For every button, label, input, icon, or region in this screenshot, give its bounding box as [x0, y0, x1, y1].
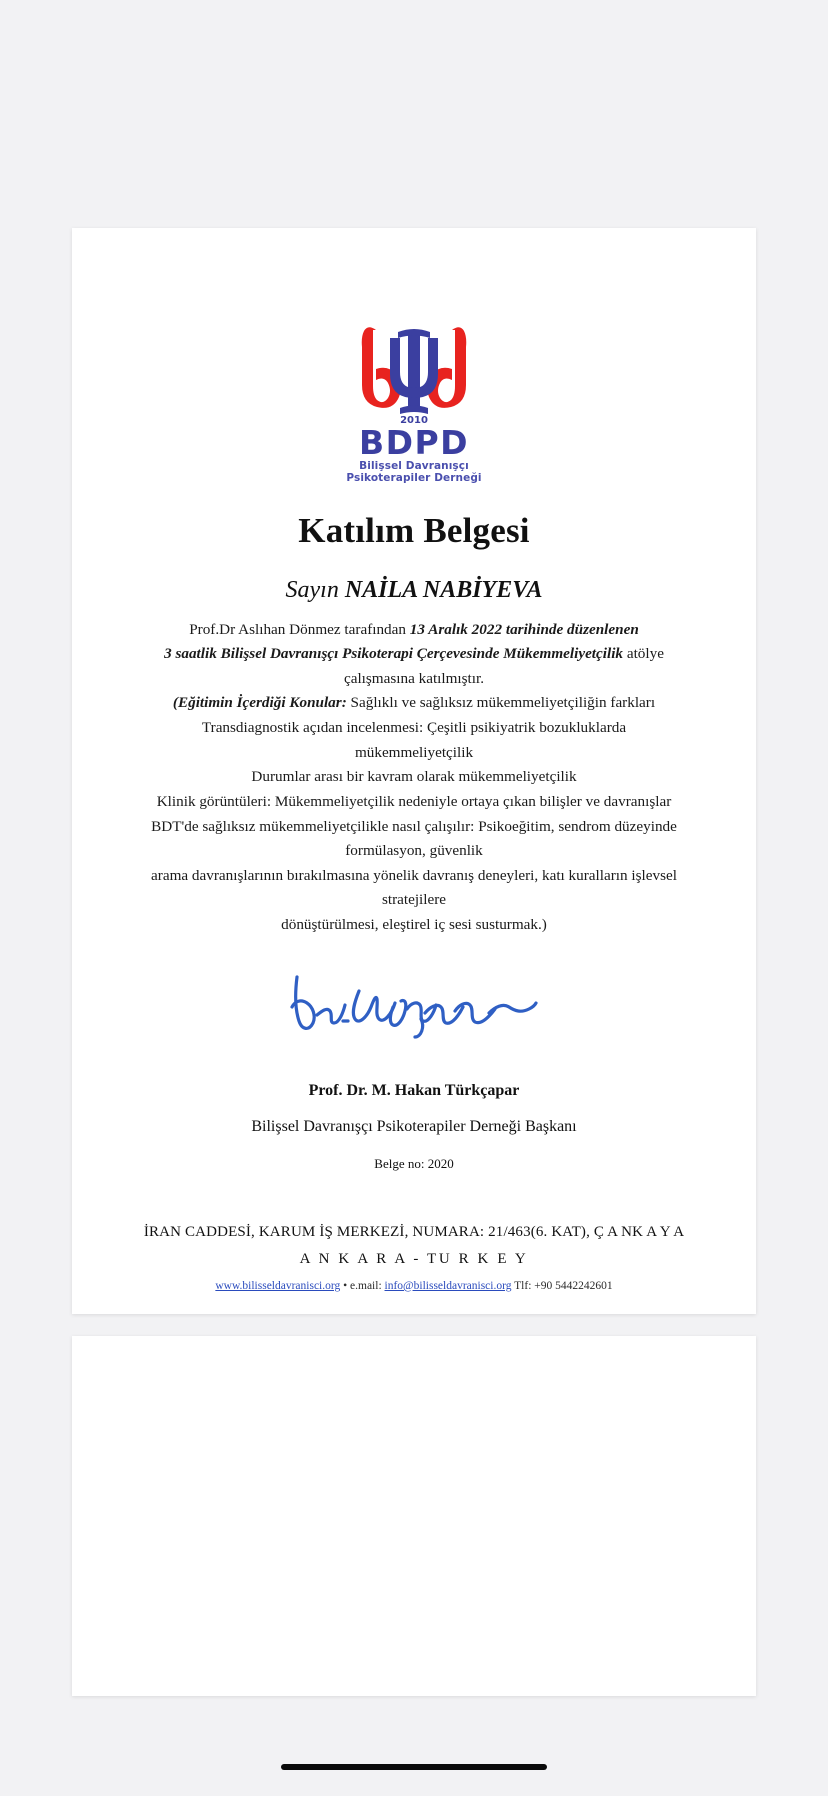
document-number: Belge no: 2020	[374, 1155, 454, 1171]
email-link[interactable]: info@bilisseldavranisci.org	[384, 1279, 512, 1292]
contents-line: dönüştürülmesi, eleştirel iç sesi susturmak.)	[281, 916, 547, 933]
body-line-1-bold: 13 Aralık 2022 tarihinde düzenlenen	[409, 620, 639, 638]
website-link[interactable]: www.bilisseldavranisci.org	[215, 1279, 341, 1292]
bd-psi-monogram-icon	[346, 316, 482, 428]
recipient-prefix: Sayın	[285, 576, 345, 603]
contents-line: Klinik görüntüleri: Mükemmeliyetçilik nedeniyle ortaya çıkan bilişler ve davranışlar	[156, 792, 672, 810]
contents-label: (Eğitimin İçerdiği Konular:	[172, 694, 347, 712]
body-line-1-plain: Prof.Dr Aslıhan Dönmez tarafından	[189, 620, 410, 638]
contents-line: arama davranışlarının bırakılmasına yönelik davranış deneyleri, katı kuralların işlevsel	[151, 866, 677, 884]
association-logo	[118, 316, 710, 485]
certificate-body	[118, 618, 710, 938]
contents-line: formülasyon, güvenlik	[345, 842, 483, 860]
logo-subtitle-line1: Bilişsel Davranışçı	[359, 460, 469, 472]
contents-line: mükemmeliyetçilik	[354, 743, 474, 761]
phone-text: Tlf: +90 5442242601	[514, 1279, 613, 1292]
contact-separator: • e.mail:	[340, 1279, 385, 1292]
certificate-page	[72, 228, 756, 1314]
body-line-2-plain: atölye	[623, 645, 664, 663]
certificate-footer	[118, 1224, 710, 1292]
body-contents-header	[118, 691, 710, 716]
contents-line: stratejilere	[381, 891, 447, 909]
contents-line: BDT'de sağlıksız mükemmeliyetçilikle nasıl çalışılır: Psikoeğitim, sendrom düzeyinde	[151, 817, 677, 835]
next-page-preview	[72, 1336, 756, 1696]
signer-name: Prof. Dr. M. Hakan Türkçapar	[308, 1081, 520, 1099]
recipient-name: NAİLA NABİYEVA	[344, 576, 543, 603]
contents-line: Transdiagnostik açıdan incelenmesi: Çeşitli psikiyatrik bozukluklarda	[201, 719, 627, 736]
contents-line: Durumlar arası bir kavram olarak mükemmeliyetçilik	[251, 768, 577, 786]
home-indicator[interactable]	[281, 1764, 547, 1770]
contents-first: Sağlıklı ve sağlıksız mükemmeliyetçiliğin farkları	[346, 694, 656, 712]
handwritten-signature-icon	[289, 967, 539, 1053]
footer-address-line2: A N K A R A - TU R K E Y	[299, 1250, 529, 1267]
signature-area	[118, 954, 710, 1066]
logo-subtitle-line2: Psikoterapiler Derneği	[346, 471, 482, 484]
footer-contact-line	[118, 1280, 710, 1292]
body-line-3: çalışmasına katılmıştır.	[343, 669, 485, 687]
footer-address-line1: İRAN CADDESİ, KARUM İŞ MERKEZİ, NUMARA: 21/463(6. KAT), Ç A NK A Y A	[143, 1223, 685, 1240]
logo-acronym: BDPD	[358, 423, 470, 462]
body-line-2-bold: 3 saatlik Bilişsel Davranışçı Psikoterapi Çerçevesinde Mükemmeliyetçilik	[164, 645, 624, 663]
body-line-1	[118, 618, 710, 643]
signer-role: Bilişsel Davranışçı Psikoterapiler Derneği Başkanı	[251, 1117, 577, 1135]
recipient-line	[118, 577, 710, 604]
logo-year: 2010	[400, 415, 428, 426]
body-line-2	[118, 642, 710, 667]
certificate-title: Katılım Belgesi	[298, 510, 530, 550]
logo-subtitle	[346, 461, 481, 485]
